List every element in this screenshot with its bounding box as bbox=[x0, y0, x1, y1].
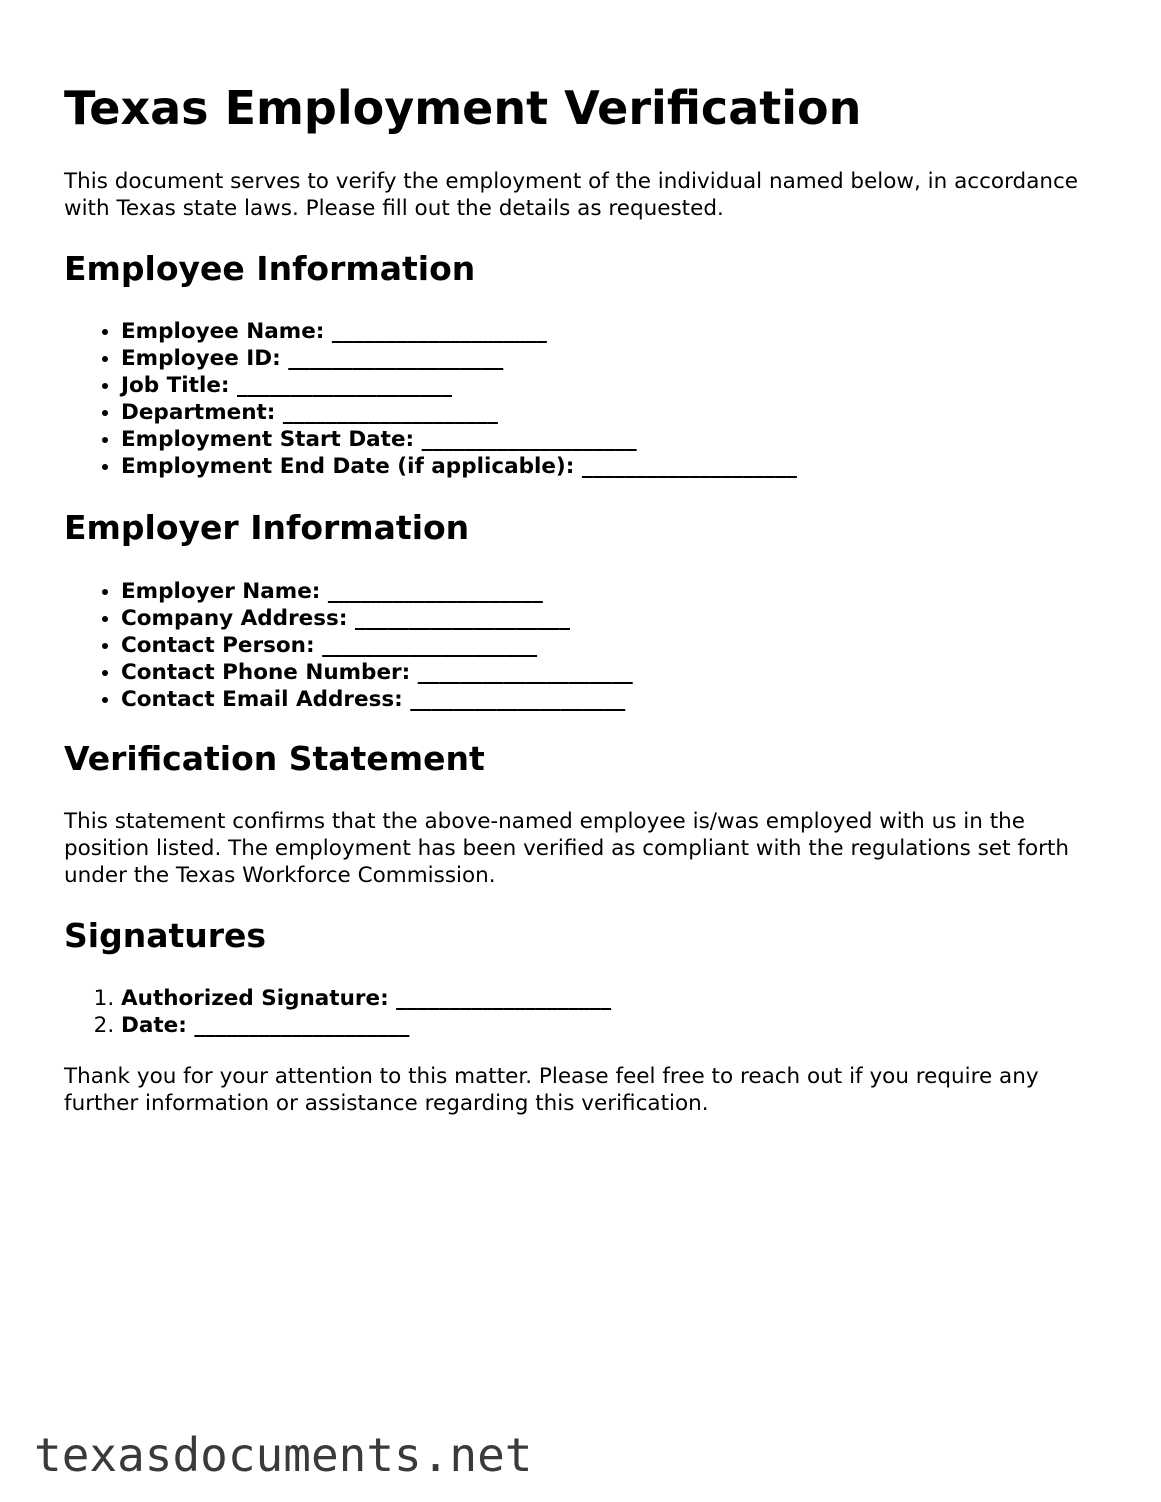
fill-in-blank[interactable]: ____________________ bbox=[288, 346, 504, 371]
fill-in-blank[interactable]: ____________________ bbox=[237, 373, 453, 398]
watermark: texasdocuments.net bbox=[34, 1428, 533, 1482]
field-label: Job Title: bbox=[121, 373, 230, 398]
field-label: Department: bbox=[121, 400, 276, 425]
field-label: Employment End Date (if applicable): bbox=[121, 454, 575, 479]
signatures-heading: Signatures bbox=[64, 916, 267, 955]
list-item bbox=[121, 453, 797, 480]
list-item bbox=[121, 659, 633, 686]
employee-information-list bbox=[64, 318, 797, 480]
fill-in-blank[interactable]: ____________________ bbox=[322, 633, 538, 658]
field-label: Date: bbox=[121, 1013, 187, 1038]
verification-statement-paragraph: This statement confirms that the above-named employee is/was employed with us in the position listed. The employment has been verified as compliant with the regulations set forth under the Texas Workforce Commission. bbox=[64, 809, 1069, 888]
list-item bbox=[121, 578, 633, 605]
field-label: Employee ID: bbox=[121, 346, 281, 371]
list-item bbox=[121, 985, 611, 1012]
fill-in-blank[interactable]: ____________________ bbox=[421, 427, 637, 452]
fill-in-blank[interactable]: ____________________ bbox=[282, 400, 498, 425]
field-label: Employee Name: bbox=[121, 319, 325, 344]
fill-in-blank[interactable]: ____________________ bbox=[396, 986, 612, 1011]
list-item bbox=[121, 426, 797, 453]
field-label: Authorized Signature: bbox=[121, 986, 389, 1011]
field-label: Company Address: bbox=[121, 606, 348, 631]
list-item bbox=[121, 632, 633, 659]
employer-information-list bbox=[64, 578, 633, 713]
list-item bbox=[121, 372, 797, 399]
signatures-list bbox=[64, 985, 611, 1039]
list-item bbox=[121, 1012, 611, 1039]
fill-in-blank[interactable]: ____________________ bbox=[417, 660, 633, 685]
fill-in-blank[interactable]: ____________________ bbox=[410, 687, 626, 712]
field-label: Contact Phone Number: bbox=[121, 660, 411, 685]
employer-information-heading: Employer Information bbox=[64, 508, 470, 547]
fill-in-blank[interactable]: ____________________ bbox=[581, 454, 797, 479]
field-label: Contact Email Address: bbox=[121, 687, 403, 712]
closing-paragraph: Thank you for your attention to this matter. Please feel free to reach out if you require any further information or assistance regarding this verification. bbox=[64, 1064, 1039, 1116]
list-item bbox=[121, 345, 797, 372]
fill-in-blank[interactable]: ____________________ bbox=[327, 579, 543, 604]
field-label: Employment Start Date: bbox=[121, 427, 415, 452]
field-label: Contact Person: bbox=[121, 633, 315, 658]
fill-in-blank[interactable]: ____________________ bbox=[194, 1013, 410, 1038]
document-title: Texas Employment Verification bbox=[64, 81, 862, 135]
field-label: Employer Name: bbox=[121, 579, 321, 604]
list-item bbox=[121, 318, 797, 345]
list-item bbox=[121, 399, 797, 426]
verification-statement-heading: Verification Statement bbox=[64, 739, 485, 778]
list-item bbox=[121, 686, 633, 713]
list-item bbox=[121, 605, 633, 632]
fill-in-blank[interactable]: ____________________ bbox=[354, 606, 570, 631]
intro-paragraph: This document serves to verify the employment of the individual named below, in accordance with Texas state laws. Please fill out the details as requested. bbox=[64, 169, 1079, 221]
fill-in-blank[interactable]: ____________________ bbox=[331, 319, 547, 344]
employee-information-heading: Employee Information bbox=[64, 249, 476, 288]
